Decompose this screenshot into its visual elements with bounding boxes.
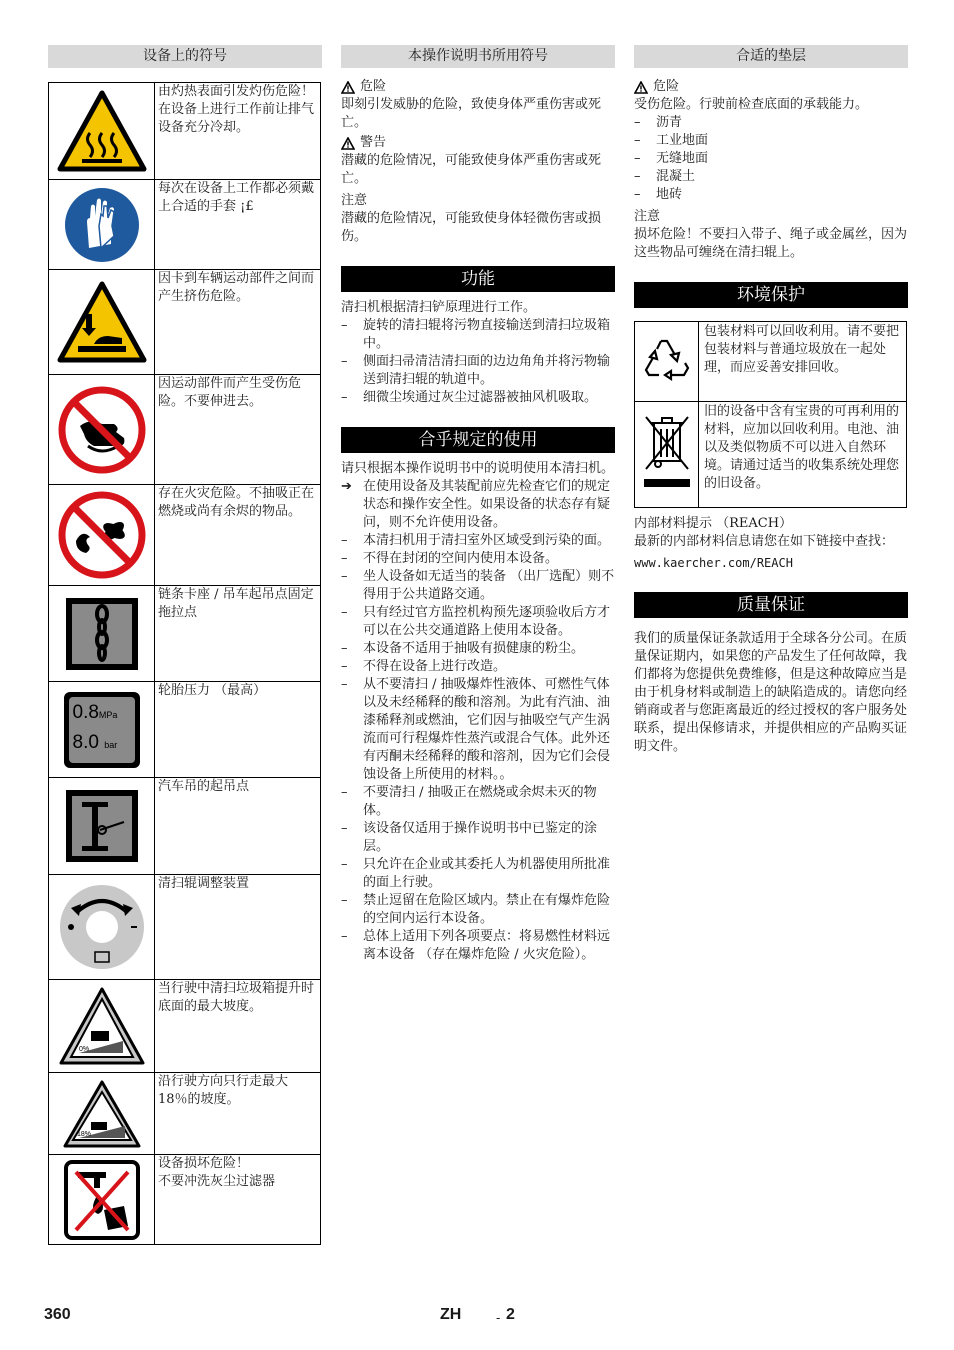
env-text-old-device: 旧的设备中含有宝贵的可再利用的材料，应加以回收利用。电池、油以及类似物质不可以进入自然环境。请通过适当的收集系统处理您的旧设备。	[699, 402, 907, 508]
surfaces-list	[634, 114, 908, 204]
environment-table	[634, 321, 907, 508]
tyre-pressure-icon	[49, 682, 155, 778]
footer-separator: -	[496, 1310, 501, 1325]
reach-label: 内部材料提示 （REACH）	[634, 516, 793, 531]
symbol-text: 因运动部件而产生受伤危险。不要伸进去。	[155, 375, 321, 485]
list-item: – 混凝土	[634, 169, 696, 184]
crossed-bin-icon	[635, 402, 699, 508]
list-item: – 沥青	[634, 115, 683, 130]
symbol-text: 汽车吊的起吊点	[155, 778, 321, 875]
list-item: – 不得在设备上进行改造。	[341, 659, 507, 674]
symbol-text: 链条卡座 / 吊车起吊点固定拖拉点	[155, 586, 321, 682]
pressure-top-value: 0.8	[72, 701, 99, 723]
danger-label: 危险	[653, 79, 680, 94]
function-list	[341, 317, 615, 407]
recycling-icon	[635, 322, 699, 402]
list-item: – 本设备不适用于抽吸有损健康的粉尘。	[341, 641, 585, 656]
warning-label: 警告	[360, 135, 387, 150]
symbol-text: 由灼热表面引发灼伤危险！在设备上进行工作前让排气设备充分冷却。	[155, 83, 321, 180]
page-number: 360	[44, 1306, 71, 1323]
list-item-arrow: ➔ 在使用设备及其装配前应先检查它们的规定状态和操作安全性。如果设备的状态存有疑问，则不允许使用设备。	[341, 479, 611, 530]
list-item: – 只有经过官方监控机构预先逐项验收后方才可以在公共交通道路上使用本设备。	[341, 605, 611, 638]
roller-adjust-icon	[49, 875, 155, 980]
pressure-top-unit: MPa	[98, 709, 118, 720]
symbol-text: 存在火灾危险。不抽吸正在燃烧或尚有余烬的物品。	[155, 485, 321, 586]
pressure-bottom-value: 8.0	[72, 731, 99, 753]
slope-label: 18%	[76, 1130, 91, 1138]
danger-heading	[341, 78, 615, 96]
crush-hazard-icon	[49, 270, 155, 375]
warning-triangle-icon	[341, 81, 355, 94]
warning-triangle-icon	[634, 81, 648, 94]
function-intro: 清扫机根据清扫铲原理进行工作。	[341, 300, 537, 315]
symbol-text: 每次在设备上工作都必须戴上合适的手套 ¡£	[155, 180, 321, 270]
symbol-text: 因卡到车辆运动部件之间而产生挤伤危险。	[155, 270, 321, 375]
warranty-text: 我们的质量保证条款适用于全球各分公司。在质量保证期内，如果您的产品发生了任何故障，我们都将为您提供免费维修，但是这种故障应当是由于机身材料或制造上的缺陷造成的。请您向经销商或者与您距离最近的经过授权的客户服务处联系，提出保修请求，并提供相应的产品购买证明文件。	[634, 631, 908, 754]
list-item: – 该设备仅适用于操作说明书中已鉴定的涂层。	[341, 821, 598, 854]
symbol-text: 当行驶中清扫垃圾箱提升时底面的最大坡度。	[155, 980, 321, 1073]
sub-page-number: 2	[506, 1306, 515, 1323]
pressure-bottom-unit: bar	[104, 739, 118, 750]
symbol-text: 沿行驶方向只行走最大 18％的坡度。	[155, 1073, 321, 1155]
section-header-device-symbols: 设备上的符号	[48, 45, 322, 68]
crane-lifting-point-icon	[49, 778, 155, 875]
list-item: – 坐人设备如无适当的装备 （出厂选配）则不得用于公共道路交通。	[341, 569, 615, 602]
danger-label: 危险	[360, 79, 387, 94]
no-vacuum-fire-icon	[49, 485, 155, 586]
list-item: – 只允许在企业或其委托人为机器使用所批准的面上行驶。	[341, 857, 611, 890]
section-title-function: 功能	[341, 266, 615, 292]
hot-surface-warning-icon	[49, 83, 155, 180]
no-reach-in-icon	[49, 375, 155, 485]
list-item: – 无缝地面	[634, 151, 709, 166]
gloves-mandatory-icon	[49, 180, 155, 270]
warning-triangle-icon	[341, 137, 355, 150]
section-title-environment: 环境保护	[634, 282, 908, 308]
danger-text: 受伤危险。行驶前检查底面的承载能力。	[634, 97, 869, 112]
warning-text: 潜藏的危险情况，可能致使身体严重伤害或死亡。	[341, 153, 602, 186]
max-slope-lifted-hopper-icon	[49, 980, 155, 1073]
symbol-text: 轮胎压力 （最高）	[155, 682, 321, 778]
no-wash-filter-icon	[49, 1155, 155, 1245]
list-item: – 本清扫机用于清扫室外区域受到污染的面。	[341, 533, 611, 548]
slope-label: 0%	[78, 1046, 89, 1053]
danger-heading	[634, 78, 908, 96]
symbol-text: 清扫辊调整装置	[155, 875, 321, 980]
list-item: – 细微尘埃通过灰尘过滤器被抽风机吸取。	[341, 390, 598, 405]
manual-symbols-column	[341, 45, 615, 964]
chain-lashing-icon	[49, 586, 155, 682]
caution-label: 注意	[634, 209, 661, 224]
list-item: – 不得在封闭的空间内使用本设备。	[341, 551, 559, 566]
caution-text: 潜藏的危险情况，可能致使身体轻微伤害或损伤。	[341, 211, 602, 244]
reach-url-link[interactable]: www.kaercher.com/REACH	[634, 556, 793, 570]
list-item: – 禁止逗留在危险区域内。禁止在有爆炸危险的空间内运行本设备。	[341, 893, 611, 926]
intended-use-list	[341, 478, 615, 964]
list-item: – 不要清扫 / 抽吸正在燃烧或余烬未灭的物体。	[341, 785, 597, 818]
surfaces-column	[634, 45, 908, 756]
caution-text: 损坏危险！不要扫入带子、绳子或金属丝，因为这些物品可缠绕在清扫辊上。	[634, 227, 908, 260]
list-item: – 总体上适用下列各项要点：将易燃性材料远离本设备 （存在爆炸危险 / 火灾危险）。	[341, 929, 611, 962]
list-item: – 从不要清扫 / 抽吸爆炸性液体、可燃性气体以及未经稀释的酸和溶剂。为此有汽油、油漆稀释剂或燃油，它们因与抽吸空气产生涡流而可行程爆炸性蒸汽或混合气体。此外还有丙酮未经稀释的酸和溶剂，因为它们会侵蚀设备上所使用的材料。。	[341, 677, 611, 782]
device-symbols-table	[48, 82, 321, 1245]
section-header-suitable-surfaces: 合适的垫层	[634, 45, 908, 68]
env-text-packaging: 包装材料可以回收利用。请不要把包装材料与普通垃圾放在一起处理，而应妥善安排回收。	[699, 322, 907, 402]
symbol-text: 设备损坏危险！ 不要冲洗灰尘过滤器	[155, 1155, 321, 1245]
warning-heading	[341, 134, 615, 152]
max-slope-driving-icon	[49, 1073, 155, 1155]
arrow-right-icon: ➔	[341, 479, 352, 494]
symbols-on-device-column	[48, 45, 322, 1245]
list-item: – 旋转的清扫辊将污物直接输送到清扫垃圾箱中。	[341, 318, 611, 351]
caution-label: 注意	[341, 193, 368, 208]
section-header-manual-symbols: 本操作说明书所用符号	[341, 45, 615, 68]
reach-text: 最新的内部材料信息请您在如下链接中查找：	[634, 534, 895, 549]
danger-text: 即刻引发威胁的危险，致使身体严重伤害或死亡。	[341, 97, 602, 130]
intended-use-intro: 请只根据本操作说明书中的说明使用本清扫机。	[341, 461, 615, 476]
list-item: – 地砖	[634, 187, 683, 202]
section-title-intended-use: 合乎规定的使用	[341, 427, 615, 453]
list-item: – 工业地面	[634, 133, 709, 148]
list-item: – 侧面扫帚清洁清扫面的边边角角并将污物输送到清扫辊的轨道中。	[341, 354, 611, 387]
section-title-warranty: 质量保证	[634, 592, 908, 618]
language-code: ZH	[440, 1306, 462, 1323]
